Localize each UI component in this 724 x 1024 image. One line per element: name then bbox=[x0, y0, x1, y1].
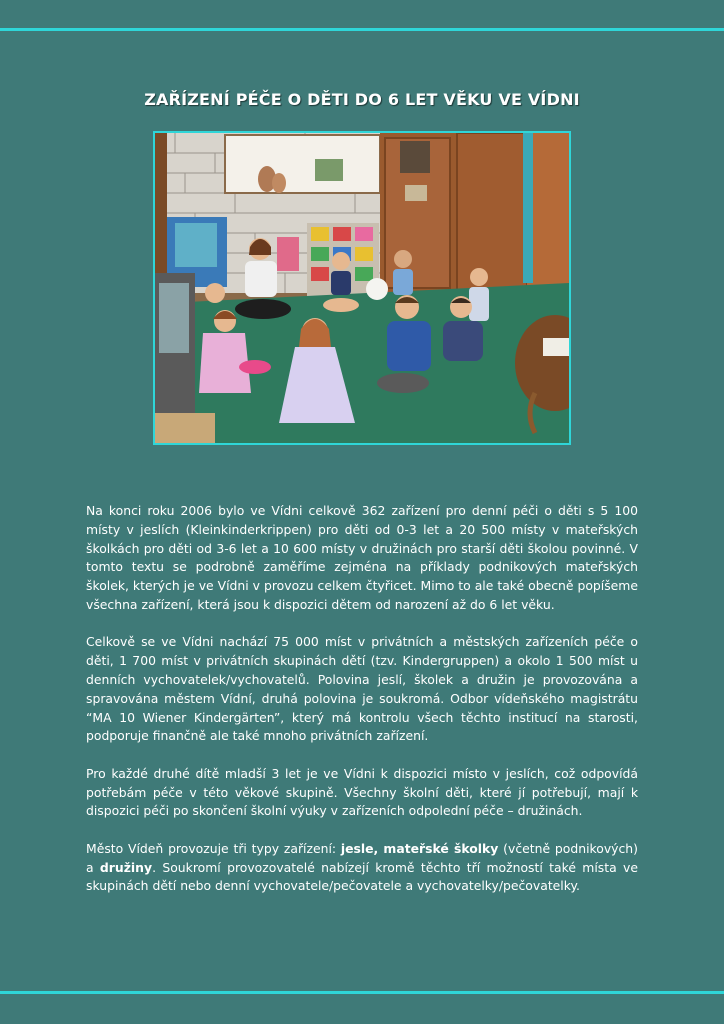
paragraph-4-part3: . Soukromí provozovatelé nabízejí kromě těchto tří možností také místa ve skupinách dětí nebo denní vychovatele/pečovatele a vychovatelky/pečovatelky. bbox=[86, 859, 638, 894]
top-accent-rule bbox=[0, 28, 724, 31]
paragraph-4-bold2: družiny bbox=[99, 859, 153, 875]
paragraph-2: Celkově se ve Vídni nachází 75 000 míst v privátních a městských zařízeních péče o děti, 1 700 míst v privátních skupinách dětí (tzv. Kindergruppen) a okolo 1 500 míst u denních vychovatelek/vychovatelů. Polovina jeslí, školek a družin je provozována a spravována městem Vídní, druhá polovina je soukromá. Odbor vídeňského magistrátu “MA 10 Wiener Kindergärten”, který má kontrolu všech těchto institucí na starosti, podporuje finančně ale také mnoho privátních zařízení. bbox=[86, 634, 638, 744]
classroom-photo bbox=[153, 131, 571, 445]
classroom-photo-icon bbox=[155, 133, 569, 443]
paragraph-3: Pro každé druhé dítě mladší 3 let je ve Vídni k dispozici místo v jeslích, což odpovídá potřebám péče v této věkové skupině. Všechny školní děti, které jí potřebují, mají k dispozici péči po skončení školní výuky v zařízeních odpolední péče – družinách. bbox=[86, 765, 638, 819]
paragraph-4-part1: Město Vídeň provozuje tři typy zařízení: bbox=[86, 840, 341, 856]
paragraph-4 bbox=[86, 840, 638, 896]
paragraph-1: Na konci roku 2006 bylo ve Vídni celkově 362 zařízení pro denní péči o děti s 5 100 místy v jeslích (Kleinkinderkrippen) pro děti od 0-3 let a 20 500 místy v mateřských školkách pro děti od 3-6 let a 10 600 místy v družinách pro starší děti školou povinné. V tomto textu se podrobně zaměříme zejména na příklady podnikových mateřských školek, kterých je ve Vídni v provozu celkem čtyřicet. Mimo to ale také obecně popíšeme všechna zařízení, která jsou k dispozici dětem od narození až do 6 let věku. bbox=[86, 503, 638, 612]
paragraph-4-bold1: jesle, mateřské školky bbox=[340, 840, 499, 856]
article-body bbox=[86, 502, 638, 915]
bottom-accent-rule bbox=[0, 991, 724, 994]
page-title: ZAŘÍZENÍ PÉČE O DĚTI DO 6 LET VĚKU VE VÍDNI bbox=[144, 90, 580, 109]
paragraph-4-part2: (včetně podnikových) a bbox=[86, 840, 638, 875]
